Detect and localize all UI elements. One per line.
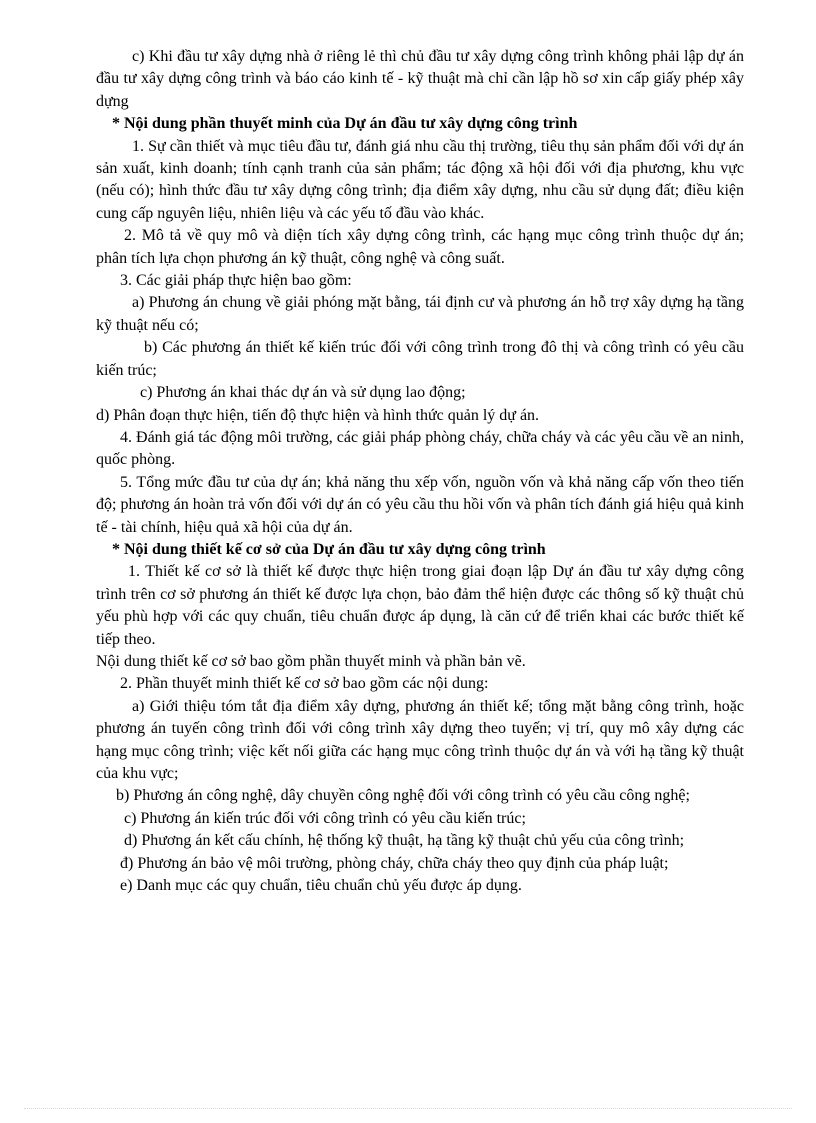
body-paragraph: a) Giới thiệu tóm tắt địa điểm xây dựng, phương án thiết kế; tổng mặt bằng công trình, hoặc phương án tuyến công trình đối với công trình xây dựng theo tuyến; vị trí, quy mô xây dựng các hạng mục công trình; việc kết nối giữa các hạng mục công trình thuộc dự án và với hạ tầng kỹ thuật của khu vực; [96,697,744,782]
document-page [96,46,744,897]
body-paragraph: c) Phương án kiến trúc đối với công trình có yêu cầu kiến trúc; [124,809,526,827]
body-paragraph: a) Phương án chung về giải phóng mặt bằng, tái định cư và phương án hỗ trợ xây dựng hạ tầng kỹ thuật nếu có; [96,294,744,334]
body-paragraph: b) Các phương án thiết kế kiến trúc đối với công trình trong đô thị và công trình có yêu cầu kiến trúc; [96,339,744,379]
body-paragraph: 4. Đánh giá tác động môi trường, các giải pháp phòng cháy, chữa cháy và các yêu cầu về an ninh, quốc phòng. [96,428,744,469]
body-paragraph: đ) Phương án bảo vệ môi trường, phòng cháy, chữa cháy theo quy định của pháp luật; [120,854,669,872]
body-paragraph: d) Phương án kết cấu chính, hệ thống kỹ thuật, hạ tầng kỹ thuật chủ yếu của công trình; [124,832,685,850]
body-paragraph: Nội dung thiết kế cơ sở bao gồm phần thuyết minh và phần bản vẽ. [96,652,526,670]
body-paragraph: 5. Tổng mức đầu tư của dự án; khả năng thu xếp vốn, nguồn vốn và khả năng cấp vốn theo tiến độ; phương án hoàn trả vốn đối với dự án có yêu cầu thu hồi vốn và phân tích đánh giá hiệu quả kinh tế - tài chính, hiệu quả xã hội của dự án. [96,473,744,536]
section-heading: * Nội dung thiết kế cơ sở của Dự án đầu tư xây dựng công trình [112,540,546,558]
body-paragraph: e) Danh mục các quy chuẩn, tiêu chuẩn chủ yếu được áp dụng. [120,877,522,895]
body-paragraph: d) Phân đoạn thực hiện, tiến độ thực hiện và hình thức quản lý dự án. [96,406,540,424]
body-paragraph: c) Khi đầu tư xây dựng nhà ở riêng lẻ thì chủ đầu tư xây dựng công trình không phải lập dự án đầu tư xây dựng công trình và báo cáo kinh tế - kỹ thuật mà chỉ cần lập hồ sơ xin cấp giấy phép xây dựng [96,48,744,110]
body-paragraph: 2. Mô tả về quy mô và diện tích xây dựng công trình, các hạng mục công trình thuộc dự án; phân tích lựa chọn phương án kỹ thuật, công nghệ và công suất. [96,227,744,267]
page-bottom-divider [24,1108,792,1109]
section-heading: * Nội dung phần thuyết minh của Dự án đầu tư xây dựng công trình [112,115,578,133]
body-paragraph: 1. Sự cần thiết và mục tiêu đầu tư, đánh giá nhu cầu thị trường, tiêu thụ sản phẩm đối với dự án sản xuất, kinh doanh; tính cạnh tranh của sản phẩm; tác động xã hội đối với địa phương, khu vực (nếu có); hình thức đầu tư xây dựng công trình; địa điểm xây dựng, nhu cầu sử dụng đất; điều kiện cung cấp nguyên liệu, nhiên liệu và các yếu tố đầu vào khác. [96,137,744,222]
body-paragraph: c) Phương án khai thác dự án và sử dụng lao động; [140,384,466,402]
body-paragraph: 2. Phần thuyết minh thiết kế cơ sở bao gồm các nội dung: [120,675,489,693]
body-paragraph: b) Phương án công nghệ, dây chuyền công nghệ đối với công trình có yêu cầu công nghệ; [116,787,690,805]
body-paragraph: 1. Thiết kế cơ sở là thiết kế được thực hiện trong giai đoạn lập Dự án đầu tư xây dựng công trình trên cơ sở phương án thiết kế được lựa chọn, bảo đảm thể hiện được các thông số kỹ thuật chủ yếu phù hợp với các quy chuẩn, tiêu chuẩn được áp dụng, là căn cứ để triển khai các bước thiết kế tiếp theo. [96,563,744,648]
body-paragraph: 3. Các giải pháp thực hiện bao gồm: [120,272,352,290]
